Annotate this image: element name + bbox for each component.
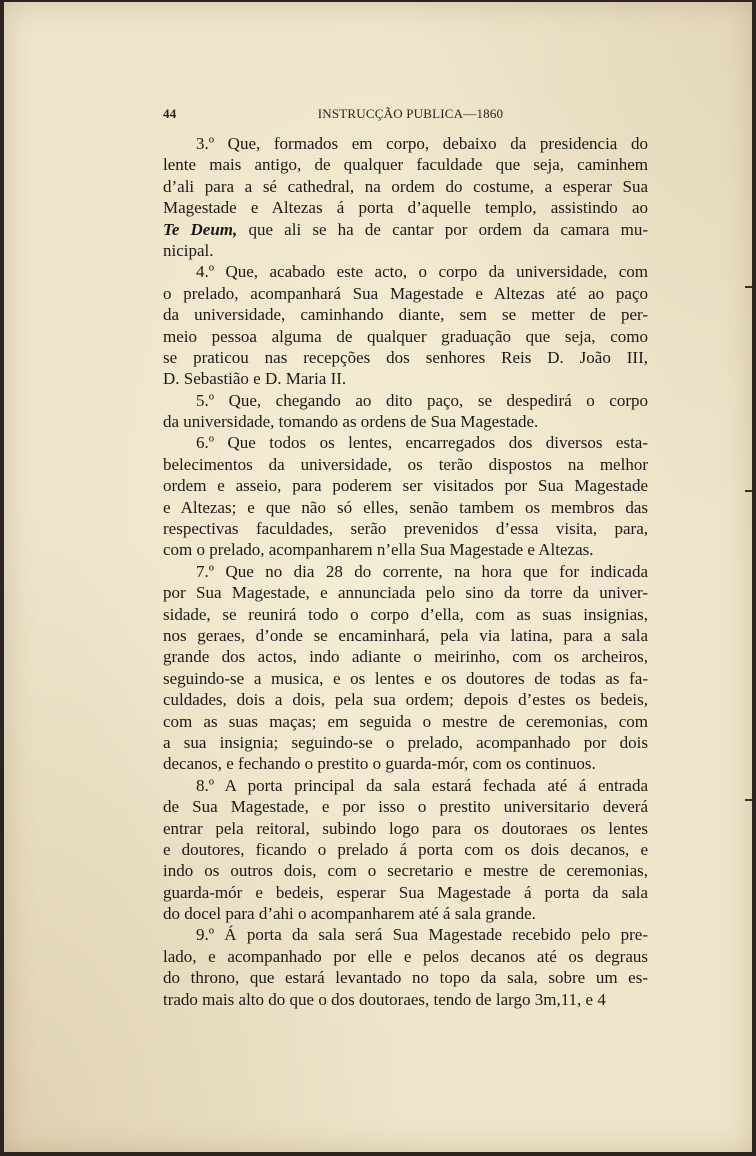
running-title: INSTRUCÇÃO PUBLICA—1860	[317, 106, 504, 121]
text-line: lente mais antigo, de qualquer faculdade que seja, caminhem	[163, 155, 648, 175]
text-line: com o prelado, acompanharem n’ella Sua Magestade e Altezas.	[163, 540, 594, 560]
text-line: 6.º Que todos os lentes, encarregados dos diversos esta-	[196, 433, 648, 453]
text-line: culdades, dois a dois, pela sua ordem; depois d’estes os bedeis,	[163, 690, 648, 710]
text-line: da universidade, tomando as ordens de Sua Magestade.	[163, 412, 539, 432]
text-line: belecimentos da universidade, os terão dispostos na melhor	[163, 454, 648, 474]
text-line: Magestade e Altezas á porta d’aquelle templo, assistindo ao	[163, 198, 648, 218]
text-line: grande dos actos, indo adiante o meirinho, com os archeiros,	[163, 647, 648, 667]
text-line: e Altezas; e que não só elles, senão tambem os membros das	[163, 497, 648, 517]
text-line: guarda-mór e bedeis, esperar Sua Magestade á porta da sala	[163, 882, 648, 902]
text-line: lado, e acompanhado por elle e pelos decanos até os degraus	[163, 946, 648, 966]
paragraph	[163, 775, 648, 925]
text-line: 7.º Que no dia 28 do corrente, na hora que for indicada	[196, 561, 648, 581]
text-line: nos geraes, d’onde se encaminhará, pela via latina, para a sala	[163, 625, 648, 645]
paragraph	[163, 390, 648, 433]
text-line: d’ali para a sé cathedral, na ordem do costume, a esperar Sua	[163, 176, 648, 196]
running-head	[163, 106, 648, 126]
text-line: 5.º Que, chegando ao dito paço, se despedirá o corpo	[196, 390, 648, 410]
text-line: 4.º Que, acabado este acto, o corpo da universidade, com	[196, 262, 648, 282]
text-line: se praticou nas recepções dos senhores Reis D. João III,	[163, 347, 648, 367]
text-line: do docel para d’ahi o acompanharem até á sala grande.	[163, 904, 536, 924]
text-line: por Sua Magestade, e annunciada pelo sino da torre da univer-	[163, 583, 648, 603]
body-text	[163, 133, 648, 1010]
text-line: Te Deum, que ali se ha de cantar por ordem da camara mu-	[163, 219, 648, 239]
text-line: ordem e asseio, para poderem ser visitados por Sua Magestade	[163, 476, 648, 496]
paragraph	[163, 561, 648, 775]
text-line: 3.º Que, formados em corpo, debaixo da presidencia do	[196, 134, 648, 153]
italic-latin-term: Te Deum,	[163, 219, 238, 239]
text-line: 9.º Á porta da sala será Sua Magestade recebido pelo pre-	[196, 925, 648, 945]
paragraph	[163, 924, 648, 1010]
paragraph	[163, 133, 648, 261]
page-edge-mark	[745, 490, 752, 492]
text-line: a sua insignia; seguindo-se o prelado, acompanhado por dois	[163, 732, 648, 752]
paragraph	[163, 432, 648, 560]
text-line: de Sua Magestade, e por isso o prestito universitario deverá	[163, 797, 648, 817]
text-line: o prelado, acompanhará Sua Magestade e Altezas até ao paço	[163, 283, 648, 303]
text-line: indo os outros dois, com o secretario e mestre de ceremonias,	[163, 861, 648, 881]
text-line: meio pessoa alguma de qualquer graduação que seja, como	[163, 326, 648, 346]
text-line: 8.º A porta principal da sala estará fechada até á entrada	[196, 775, 648, 795]
text-line: e doutores, ficando o prelado á porta com os dois decanos, e	[163, 839, 648, 859]
text-line: entrar pela reitoral, subindo logo para os doutoraes os lentes	[163, 818, 648, 838]
text-line: do throno, que estará levantado no topo da sala, sobre um es-	[163, 968, 648, 988]
text-line: nicipal.	[163, 240, 214, 260]
paragraph	[163, 261, 648, 389]
text-line: respectivas faculdades, serão prevenidos d’essa visita, para,	[163, 519, 648, 539]
text-line: D. Sebastião e D. Maria II.	[163, 369, 347, 389]
page-edge-mark	[745, 286, 752, 288]
page-edge-mark	[745, 799, 752, 801]
text-line: sidade, se reunirá todo o corpo d’ella, com as suas insignias,	[163, 604, 648, 624]
page-number: 44	[163, 106, 177, 121]
text-line: da universidade, caminhando diante, sem se metter de per-	[163, 305, 648, 325]
text-line: com as suas maças; em seguida o mestre de ceremonias, com	[163, 711, 648, 731]
text-line: decanos, e fechando o prestito o guarda-mór, com os continuos.	[163, 754, 596, 774]
text-line: seguindo-se a musica, e os lentes e os doutores de todas as fa-	[163, 668, 648, 688]
text-line: trado mais alto do que o dos doutoraes, tendo de largo 3m,11, e 4	[163, 989, 606, 1009]
